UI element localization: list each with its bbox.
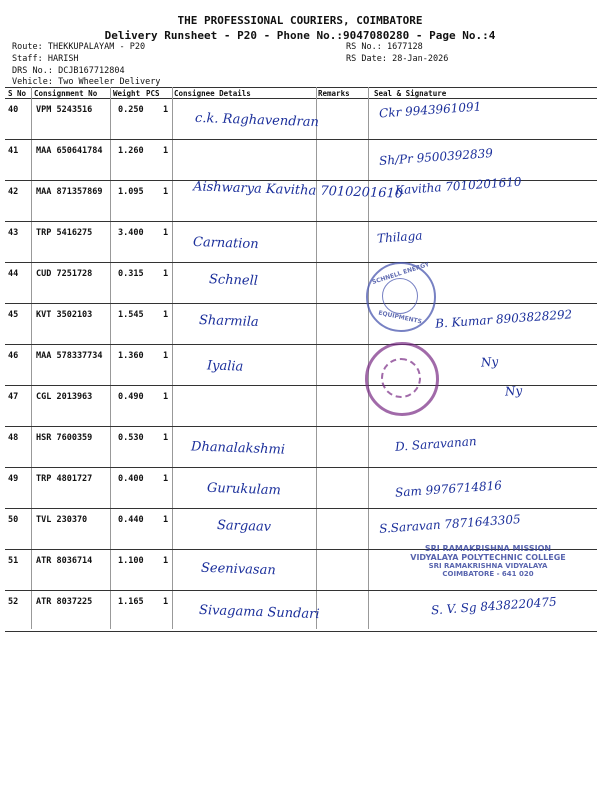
cell-pcs: 1 — [163, 187, 169, 197]
cell-weight: 0.440 — [118, 515, 144, 525]
round-office-stamp — [365, 342, 439, 416]
signature-handwriting: Ny — [504, 383, 523, 399]
cell-sno: 45 — [8, 310, 19, 320]
cell-sno: 40 — [8, 105, 19, 115]
signature-handwriting: Ny — [480, 354, 499, 370]
rs-no-line — [346, 42, 423, 52]
schnell-company-stamp — [366, 262, 436, 332]
consignee-handwriting: Gurukulam — [206, 480, 282, 499]
cell-pcs: 1 — [163, 597, 169, 607]
stamp-inner-ring — [381, 358, 421, 398]
signature-handwriting: D. Saravanan — [394, 434, 478, 454]
cell-consignment: TVL 230370 — [36, 515, 88, 525]
col-header-consignment: Consignment No — [34, 89, 98, 98]
cell-pcs: 1 — [163, 474, 169, 484]
staff-label: Staff: — [12, 54, 43, 64]
cell-sno: 50 — [8, 515, 19, 525]
consignee-handwriting: c.k. Raghavendran — [194, 110, 320, 131]
signature-handwriting: Thilaga — [376, 228, 423, 246]
stamp-text: SCHNELL ENERGY — [371, 260, 431, 287]
stamp-text: EQUIPMENTS — [377, 309, 423, 326]
consignee-handwriting: Iyalia — [206, 358, 244, 375]
stamp-text: SRI RAMAKRISHNA MISSION — [424, 544, 552, 553]
cell-weight: 3.400 — [118, 228, 144, 238]
signature-handwriting: S. V. Sg 8438220475 — [430, 594, 558, 618]
cell-sno: 42 — [8, 187, 19, 197]
runsheet-subtitle: Delivery Runsheet - P20 - Phone No.:9047080280 - Page No.:4 — [104, 29, 496, 42]
cell-weight: 0.250 — [118, 105, 144, 115]
vehicle-line — [12, 77, 160, 87]
consignee-handwriting: Dhanalakshmi — [190, 439, 286, 458]
company-title: THE PROFESSIONAL COURIERS, COIMBATORE — [177, 14, 423, 27]
signature-handwriting: S.Saravan 7871643305 — [378, 512, 522, 536]
table-row — [5, 304, 597, 345]
cell-weight: 1.360 — [118, 351, 144, 361]
signature-handwriting: Sam 9976714816 — [394, 478, 503, 500]
cell-pcs: 1 — [163, 515, 169, 525]
table-row — [5, 383, 597, 427]
cell-pcs: 1 — [163, 351, 169, 361]
cell-consignment: TRP 4801727 — [36, 474, 93, 484]
col-header-remarks: Remarks — [318, 89, 350, 98]
cell-pcs: 1 — [163, 146, 169, 156]
cell-pcs: 1 — [163, 228, 169, 238]
drs-line — [12, 66, 125, 76]
table-row — [5, 345, 597, 386]
staff-value: HARISH — [47, 54, 79, 64]
cell-sno: 49 — [8, 474, 19, 484]
table-row — [5, 468, 597, 509]
signature-handwriting: Kavitha 7010201610 — [394, 174, 522, 198]
cell-sno: 52 — [8, 597, 19, 607]
consignee-handwriting: Carnation — [192, 234, 259, 253]
rs-date-label: RS Date: — [346, 54, 387, 64]
cell-sno: 47 — [8, 392, 19, 402]
table-row — [5, 427, 597, 468]
col-header-consignee: Consignee Details — [174, 89, 251, 98]
cell-sno: 43 — [8, 228, 19, 238]
signature-handwriting: Ckr 9943961091 — [378, 99, 482, 121]
cell-consignment: MAA 650641784 — [36, 146, 103, 156]
cell-pcs: 1 — [163, 310, 169, 320]
cell-sno: 46 — [8, 351, 19, 361]
cell-consignment: CUD 7251728 — [36, 269, 93, 279]
stamp-text: COIMBATORE - 641 020 — [442, 570, 534, 578]
stamp-text: SRI RAMAKRISHNA VIDYALAYA — [428, 562, 548, 570]
cell-pcs: 1 — [163, 392, 169, 402]
cell-consignment: ATR 8036714 — [36, 556, 93, 566]
consignee-handwriting: Sargaav — [216, 518, 272, 535]
cell-sno: 51 — [8, 556, 19, 566]
col-header-weight: Weight — [113, 89, 141, 98]
consignee-handwriting: Sharmila — [198, 312, 259, 331]
vehicle-label: Vehicle: — [12, 77, 53, 87]
consignee-handwriting: Seenivasan — [200, 560, 276, 579]
cell-weight: 0.400 — [118, 474, 144, 484]
cell-weight: 0.490 — [118, 392, 144, 402]
cell-pcs: 1 — [163, 433, 169, 443]
signature-handwriting: Sh/Pr 9500392839 — [378, 146, 494, 168]
route-line — [12, 42, 145, 52]
cell-weight: 0.530 — [118, 433, 144, 443]
cell-consignment: MAA 578337734 — [36, 351, 103, 361]
table-row — [5, 174, 597, 222]
college-stamp — [390, 544, 586, 578]
cell-consignment: MAA 871357869 — [36, 187, 103, 197]
cell-sno: 44 — [8, 269, 19, 279]
rs-no-value: 1677128 — [386, 42, 423, 52]
cell-consignment: VPM 5243516 — [36, 105, 93, 115]
signature-handwriting: B. Kumar 8903828292 — [434, 307, 573, 331]
cell-pcs: 1 — [163, 556, 169, 566]
cell-pcs: 1 — [163, 105, 169, 115]
table-row — [5, 260, 597, 304]
drs-value: DCJB167712804 — [58, 66, 125, 76]
cell-weight: 1.545 — [118, 310, 144, 320]
cell-weight: 1.260 — [118, 146, 144, 156]
table-top-border — [5, 87, 597, 88]
rs-date-line — [346, 54, 448, 64]
route-value: THEKKUPALAYAM - P20 — [47, 42, 146, 52]
rs-no-label: RS No.: — [346, 42, 382, 52]
table-row — [5, 591, 597, 632]
consignee-handwriting: Sivagama Sundari — [198, 602, 320, 623]
cell-weight: 1.095 — [118, 187, 144, 197]
route-label: Route: — [12, 42, 43, 52]
staff-line — [12, 54, 79, 64]
cell-consignment: KVT 3502103 — [36, 310, 93, 320]
drs-label: DRS No.: — [12, 66, 53, 76]
col-header-sno: S No — [8, 89, 27, 98]
table-row — [5, 222, 597, 263]
vehicle-value: Two Wheeler Delivery — [58, 77, 161, 87]
cell-consignment: HSR 7600359 — [36, 433, 93, 443]
cell-weight: 1.100 — [118, 556, 144, 566]
stamp-inner-ring — [382, 278, 418, 314]
cell-consignment: ATR 8037225 — [36, 597, 93, 607]
cell-sno: 41 — [8, 146, 19, 156]
stamp-text: VIDYALAYA POLYTECHNIC COLLEGE — [410, 553, 566, 562]
cell-consignment: CGL 2013963 — [36, 392, 93, 402]
cell-consignment: TRP 5416275 — [36, 228, 93, 238]
col-header-seal: Seal & Signature — [374, 89, 447, 98]
cell-weight: 0.315 — [118, 269, 144, 279]
cell-weight: 1.165 — [118, 597, 144, 607]
consignee-handwriting: Aishwarya Kavitha 7010201610 — [192, 179, 404, 202]
cell-pcs: 1 — [163, 269, 169, 279]
table-row — [5, 99, 597, 140]
rs-date-value: 28-Jan-2026 — [392, 54, 449, 64]
cell-sno: 48 — [8, 433, 19, 443]
consignee-handwriting: Schnell — [208, 272, 259, 289]
col-header-pcs: PCS — [146, 89, 160, 98]
row-divider — [5, 631, 597, 632]
